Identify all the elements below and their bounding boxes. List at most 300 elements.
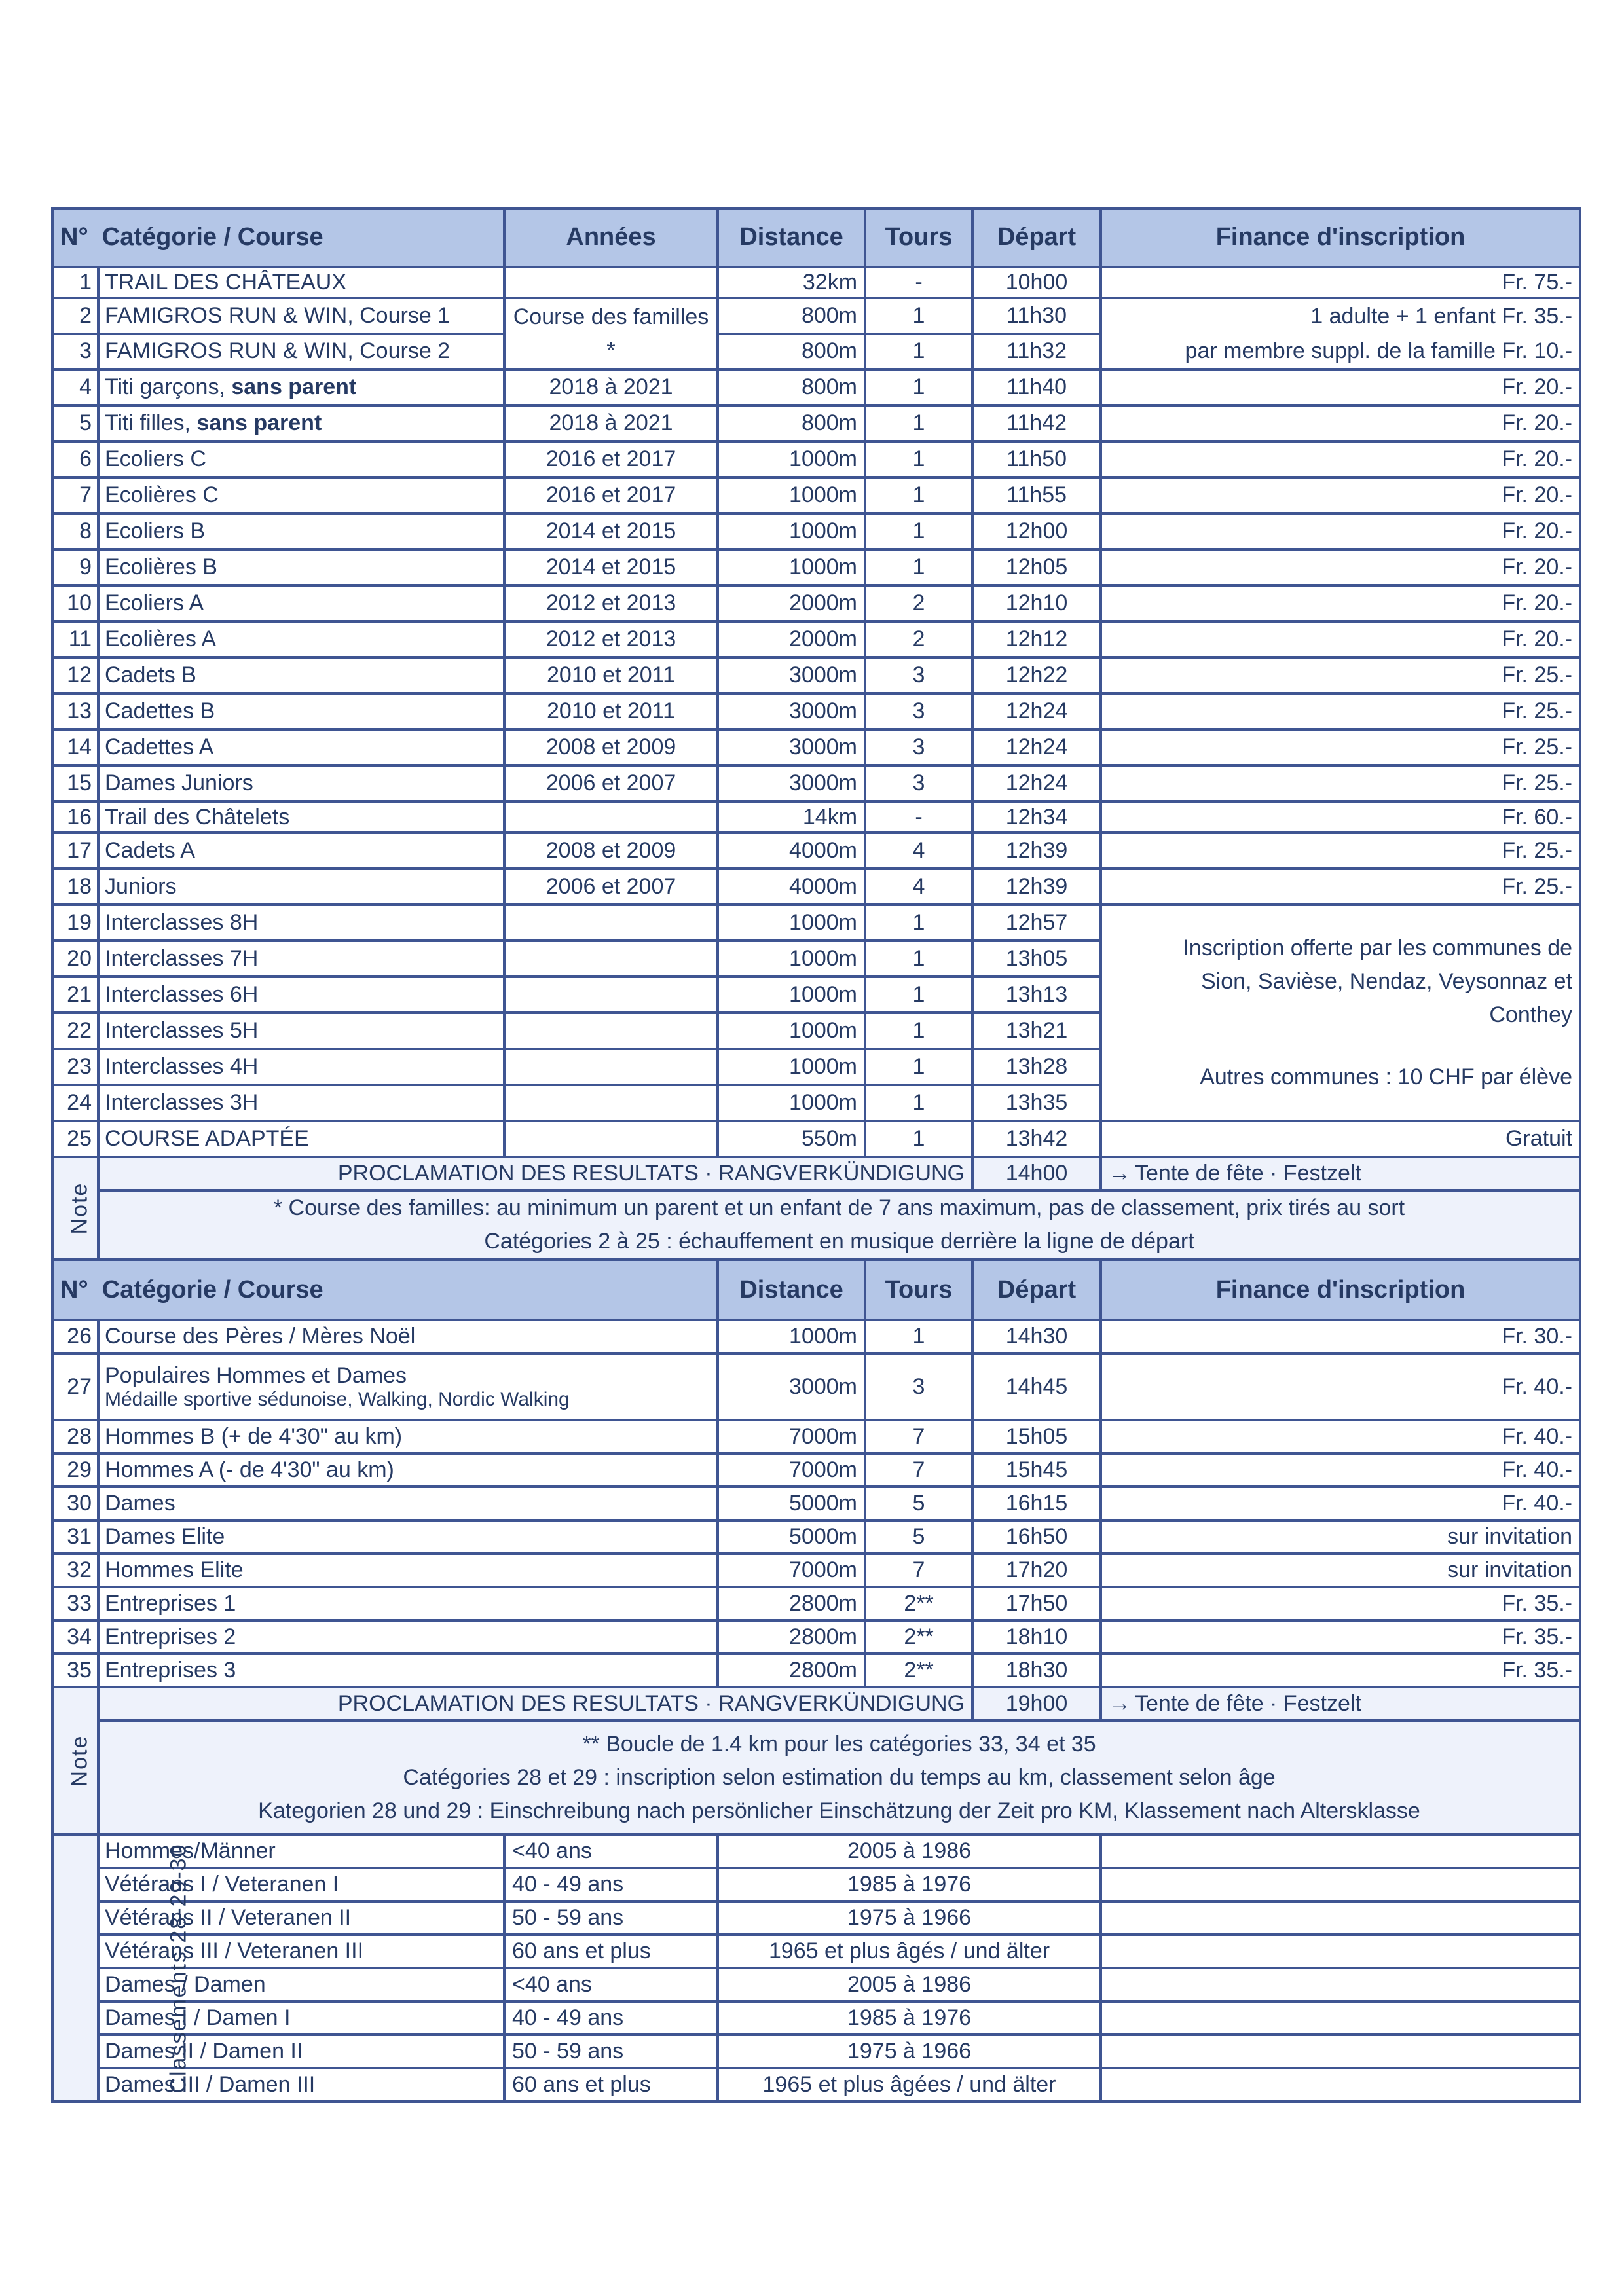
row-years: 2016 et 2017 (504, 441, 718, 477)
row-start: 12h24 (972, 693, 1101, 729)
table2-header-row (52, 1260, 1580, 1320)
category-bold-text: sans parent (231, 374, 357, 400)
row-category: FAMIGROS RUN & WIN, Course 1 (98, 298, 504, 334)
row-distance: 2800m (718, 1587, 865, 1620)
classement-empty (1101, 1968, 1580, 2001)
note1-text (98, 1190, 1580, 1260)
row-no: 15 (52, 765, 98, 801)
row-no: 16 (52, 801, 98, 833)
row-no: 17 (52, 833, 98, 869)
table-row (52, 1554, 1580, 1587)
note2-label-cell (52, 1687, 98, 1834)
row-no: 6 (52, 441, 98, 477)
row-start: 17h20 (972, 1554, 1101, 1587)
row-distance: 3000m (718, 729, 865, 765)
row-fee: Fr. 20.- (1101, 405, 1580, 441)
row-years: 2010 et 2011 (504, 657, 718, 693)
note2-location-text: Tente de fête · Festzelt (1135, 1691, 1361, 1717)
row-fee: Fr. 20.- (1101, 585, 1580, 621)
table-row (52, 1587, 1580, 1620)
row-fee: Fr. 25.- (1101, 657, 1580, 693)
table-row (52, 657, 1580, 693)
row-start: 15h05 (972, 1420, 1101, 1453)
row-laps: 3 (865, 693, 972, 729)
classement-age: <40 ans (504, 1834, 718, 1868)
classement-name: Vétérans II / Veteranen II (98, 1901, 504, 1935)
note1-label-cell (52, 1157, 98, 1260)
row-years (504, 977, 718, 1013)
row-start: 11h40 (972, 369, 1101, 405)
row-laps: 1 (865, 1121, 972, 1157)
table-row (52, 1453, 1580, 1487)
row-category: COURSE ADAPTÉE (98, 1121, 504, 1157)
row-years: 2012 et 2013 (504, 585, 718, 621)
family-fee-line2: par membre suppl. de la famille Fr. 10.- (1185, 338, 1573, 363)
row-years: 2016 et 2017 (504, 477, 718, 513)
row-distance: 3000m (718, 1353, 865, 1420)
row-fee: sur invitation (1101, 1554, 1580, 1587)
row-category: Cadets A (98, 833, 504, 869)
row-category: Dames Elite (98, 1520, 718, 1554)
row-start: 12h24 (972, 729, 1101, 765)
row-category: Cadets B (98, 657, 504, 693)
row-category: Ecoliers C (98, 441, 504, 477)
row-years: 2014 et 2015 (504, 513, 718, 549)
row-no: 18 (52, 869, 98, 905)
row-fee: Fr. 25.- (1101, 693, 1580, 729)
row-start: 12h10 (972, 585, 1101, 621)
row-laps: 1 (865, 1049, 972, 1085)
arrow-right-icon: → (1109, 1161, 1132, 1186)
row-laps: - (865, 801, 972, 833)
table-row (52, 513, 1580, 549)
classement-age: 60 ans et plus (504, 1935, 718, 1968)
classement-name: Dames / Damen (98, 1968, 504, 2001)
row-start: 15h45 (972, 1453, 1101, 1487)
row-start: 11h32 (972, 334, 1101, 370)
classement-row (52, 1968, 1580, 2001)
row-start: 18h30 (972, 1654, 1101, 1687)
table-row (52, 298, 1580, 334)
row-no: 24 (52, 1085, 98, 1121)
family-fee-cell (1101, 298, 1580, 369)
row-laps: 1 (865, 1320, 972, 1353)
row-fee: sur invitation (1101, 1520, 1580, 1554)
row-category: Entreprises 3 (98, 1654, 718, 1687)
row-years (504, 1121, 718, 1157)
note1-proclamation-row (52, 1157, 1580, 1190)
row-category: Juniors (98, 869, 504, 905)
row-no: 22 (52, 1013, 98, 1049)
row-no: 23 (52, 1049, 98, 1085)
row-no: 35 (52, 1654, 98, 1687)
row-category: Course des Pères / Mères Noël (98, 1320, 718, 1353)
note2-proclamation: PROCLAMATION DES RESULTATS · RANGVERKÜNDIGUNG (98, 1687, 972, 1721)
table-row (52, 585, 1580, 621)
classement-row (52, 1901, 1580, 1935)
row-no: 32 (52, 1554, 98, 1587)
row-distance: 2000m (718, 585, 865, 621)
row-distance: 1000m (718, 441, 865, 477)
row-distance: 3000m (718, 765, 865, 801)
classement-years: 1985 à 1976 (718, 2001, 1101, 2035)
classement-row (52, 1935, 1580, 1968)
header-no-label: N° (60, 223, 88, 251)
classement-name: Dames III / Damen III (98, 2068, 504, 2102)
row-fee: Fr. 30.- (1101, 1320, 1580, 1353)
table-row (52, 1620, 1580, 1654)
table-row (52, 369, 1580, 405)
row-years: 2008 et 2009 (504, 833, 718, 869)
row-distance: 14km (718, 801, 865, 833)
race-schedule-table (51, 207, 1581, 2103)
classement-empty (1101, 2035, 1580, 2068)
row-fee: Gratuit (1101, 1121, 1580, 1157)
table-row (52, 1320, 1580, 1353)
table-row (52, 621, 1580, 657)
row-years: 2014 et 2015 (504, 549, 718, 585)
row-years: 2018 à 2021 (504, 405, 718, 441)
row-no: 34 (52, 1620, 98, 1654)
row-distance: 2000m (718, 621, 865, 657)
row-no: 26 (52, 1320, 98, 1353)
category-bold-text: sans parent (196, 410, 322, 436)
classement-age: 40 - 49 ans (504, 2001, 718, 2035)
row-distance: 3000m (718, 693, 865, 729)
classements-label: Classements 28-29-30 (166, 1843, 191, 2094)
row-years: 2008 et 2009 (504, 729, 718, 765)
row-years: 2018 à 2021 (504, 369, 718, 405)
table-row (52, 549, 1580, 585)
row-no: 13 (52, 693, 98, 729)
row-no: 30 (52, 1487, 98, 1520)
row-start: 12h05 (972, 549, 1101, 585)
row-laps: 1 (865, 369, 972, 405)
table-row (52, 477, 1580, 513)
table-row (52, 801, 1580, 833)
row-category: Dames (98, 1487, 718, 1520)
header2-fee: Finance d'inscription (1101, 1260, 1580, 1320)
row-no: 29 (52, 1453, 98, 1487)
row-start: 11h30 (972, 298, 1101, 334)
row-years (504, 801, 718, 833)
row-laps: 1 (865, 941, 972, 977)
row-distance: 1000m (718, 549, 865, 585)
row-category: FAMIGROS RUN & WIN, Course 2 (98, 334, 504, 370)
family-fee-line1: 1 adulte + 1 enfant Fr. 35.- (1310, 304, 1573, 329)
row-laps: 7 (865, 1554, 972, 1587)
classement-name: Vétérans I / Veteranen I (98, 1868, 504, 1901)
row-distance: 1000m (718, 1013, 865, 1049)
row-distance: 4000m (718, 833, 865, 869)
header-laps: Tours (865, 208, 972, 267)
table-row (52, 765, 1580, 801)
row-start: 10h00 (972, 267, 1101, 298)
row-start: 18h10 (972, 1620, 1101, 1654)
row-laps: 1 (865, 298, 972, 334)
classement-empty (1101, 1935, 1580, 1968)
row-distance: 1000m (718, 941, 865, 977)
row-laps: 2** (865, 1620, 972, 1654)
header-start: Départ (972, 208, 1101, 267)
row-years (504, 267, 718, 298)
row-start: 11h55 (972, 477, 1101, 513)
row-start: 12h57 (972, 905, 1101, 941)
row-laps: 1 (865, 513, 972, 549)
row-distance: 7000m (718, 1453, 865, 1487)
classement-age: 50 - 59 ans (504, 1901, 718, 1935)
row-category: Trail des Châtelets (98, 801, 504, 833)
category-text: Titi garçons, (105, 374, 232, 400)
row-distance: 4000m (718, 869, 865, 905)
row-distance: 1000m (718, 1049, 865, 1085)
row-start: 13h35 (972, 1085, 1101, 1121)
row-distance: 5000m (718, 1520, 865, 1554)
row-distance: 2800m (718, 1620, 865, 1654)
note1-proclamation: PROCLAMATION DES RESULTATS · RANGVERKÜNDIGUNG (98, 1157, 972, 1190)
row-start: 13h21 (972, 1013, 1101, 1049)
table-row (52, 405, 1580, 441)
note2-label: Note (67, 1734, 92, 1787)
note1-line1: * Course des familles: au minimum un parent et un enfant de 7 ans maximum, pas de classement, prix tirés au sort (273, 1195, 1405, 1221)
row-no: 19 (52, 905, 98, 941)
row-fee: Fr. 75.- (1101, 267, 1580, 298)
row-laps: 2 (865, 621, 972, 657)
row-laps: 5 (865, 1520, 972, 1554)
note2-proclamation-row (52, 1687, 1580, 1721)
category-text: Populaires Hommes et Dames (105, 1362, 407, 1388)
row-years (504, 905, 718, 941)
row-category: Interclasses 4H (98, 1049, 504, 1085)
row-fee: Fr. 20.- (1101, 477, 1580, 513)
classement-row (52, 1834, 1580, 1868)
row-fee: Fr. 60.- (1101, 801, 1580, 833)
row-no: 12 (52, 657, 98, 693)
row-category: TRAIL DES CHÂTEAUX (98, 267, 504, 298)
row-category: Ecoliers B (98, 513, 504, 549)
row-laps: 3 (865, 1353, 972, 1420)
row-fee: Fr. 35.- (1101, 1654, 1580, 1687)
row-years (504, 1085, 718, 1121)
table-row (52, 693, 1580, 729)
table-row (52, 267, 1580, 298)
classement-row (52, 2001, 1580, 2035)
row-fee: Fr. 20.- (1101, 621, 1580, 657)
classement-years: 1975 à 1966 (718, 2035, 1101, 2068)
row-no: 33 (52, 1587, 98, 1620)
classement-name: Dames II / Damen II (98, 2035, 504, 2068)
race-schedule-document (51, 207, 1579, 2103)
classement-empty (1101, 2068, 1580, 2102)
row-no: 14 (52, 729, 98, 765)
row-no: 8 (52, 513, 98, 549)
row-no: 31 (52, 1520, 98, 1554)
row-category: Interclasses 3H (98, 1085, 504, 1121)
row-laps: 1 (865, 905, 972, 941)
arrow-right-icon: → (1109, 1691, 1132, 1717)
row-distance: 7000m (718, 1420, 865, 1453)
classement-years: 1965 et plus âgés / und älter (718, 1935, 1101, 1968)
row-laps: 3 (865, 729, 972, 765)
row-category: Interclasses 5H (98, 1013, 504, 1049)
row-no: 2 (52, 298, 98, 334)
classement-years: 1965 et plus âgées / und älter (718, 2068, 1101, 2102)
row-laps: 4 (865, 833, 972, 869)
note2-line2: Catégories 28 et 29 : inscription selon estimation du temps au km, classement selon âge (403, 1764, 1276, 1790)
row-laps: 2** (865, 1587, 972, 1620)
note1-location-text: Tente de fête · Festzelt (1135, 1161, 1361, 1186)
header-years: Années (504, 208, 718, 267)
row-category: Cadettes B (98, 693, 504, 729)
row-years: 2006 et 2007 (504, 765, 718, 801)
row-distance: 1000m (718, 477, 865, 513)
row-distance: 3000m (718, 657, 865, 693)
row-no: 27 (52, 1353, 98, 1420)
row-distance: 1000m (718, 1085, 865, 1121)
row-start: 14h30 (972, 1320, 1101, 1353)
row-fee: Fr. 35.- (1101, 1620, 1580, 1654)
row-category: Ecolières B (98, 549, 504, 585)
header2-start: Départ (972, 1260, 1101, 1320)
header2-category (52, 1260, 718, 1320)
row-fee: Fr. 25.- (1101, 833, 1580, 869)
row-start: 16h50 (972, 1520, 1101, 1554)
row-laps: 3 (865, 765, 972, 801)
row-no: 1 (52, 267, 98, 298)
row-distance: 32km (718, 267, 865, 298)
row-laps: - (865, 267, 972, 298)
row-fee: Fr. 20.- (1101, 369, 1580, 405)
row-fee: Fr. 20.- (1101, 441, 1580, 477)
row-category: Dames Juniors (98, 765, 504, 801)
row-distance: 1000m (718, 1320, 865, 1353)
row-no: 21 (52, 977, 98, 1013)
table1-header-row (52, 208, 1580, 267)
note1-text-row (52, 1190, 1580, 1260)
table-row (52, 905, 1580, 941)
row-fee: Fr. 25.- (1101, 765, 1580, 801)
row-distance: 7000m (718, 1554, 865, 1587)
row-category: Hommes A (- de 4'30" au km) (98, 1453, 718, 1487)
row-distance: 800m (718, 369, 865, 405)
row-start: 12h00 (972, 513, 1101, 549)
table-row (52, 441, 1580, 477)
row-category: Ecolières A (98, 621, 504, 657)
row-laps: 1 (865, 405, 972, 441)
row-laps: 7 (865, 1453, 972, 1487)
row-years (504, 941, 718, 977)
row-fee: Fr. 25.- (1101, 729, 1580, 765)
table-row (52, 729, 1580, 765)
row-distance: 800m (718, 405, 865, 441)
row-start: 12h39 (972, 869, 1101, 905)
header-category (52, 208, 504, 267)
row-no: 25 (52, 1121, 98, 1157)
table-row (52, 869, 1580, 905)
note2-line1: ** Boucle de 1.4 km pour les catégories 33, 34 et 35 (582, 1731, 1096, 1757)
row-start: 17h50 (972, 1587, 1101, 1620)
row-laps: 3 (865, 657, 972, 693)
classement-empty (1101, 2001, 1580, 2035)
table-row (52, 1654, 1580, 1687)
interclass-fee-line1: Inscription offerte par les communes de Sion, Savièse, Nendaz, Veysonnaz et Conthey (1183, 936, 1573, 1028)
row-start: 12h34 (972, 801, 1101, 833)
row-distance: 1000m (718, 905, 865, 941)
row-laps: 4 (865, 869, 972, 905)
note1-line2: Catégories 2 à 25 : échauffement en musique derrière la ligne de départ (484, 1229, 1194, 1254)
row-laps: 2 (865, 585, 972, 621)
row-category: Entreprises 2 (98, 1620, 718, 1654)
row-no: 28 (52, 1420, 98, 1453)
row-fee: Fr. 25.- (1101, 869, 1580, 905)
classement-years: 1975 à 1966 (718, 1901, 1101, 1935)
classement-years: 2005 à 1986 (718, 1834, 1101, 1868)
row-distance: 1000m (718, 977, 865, 1013)
header2-distance: Distance (718, 1260, 865, 1320)
row-category: Hommes Elite (98, 1554, 718, 1587)
row-start: 13h28 (972, 1049, 1101, 1085)
note2-line3: Kategorien 28 und 29 : Einschreibung nach persönlicher Einschätzung der Zeit pro KM, Klassement nach Altersklasse (258, 1798, 1420, 1823)
classement-row (52, 1868, 1580, 1901)
row-start: 13h05 (972, 941, 1101, 977)
classement-years: 2005 à 1986 (718, 1968, 1101, 2001)
row-laps: 1 (865, 977, 972, 1013)
classement-empty (1101, 1868, 1580, 1901)
row-no: 20 (52, 941, 98, 977)
classement-empty (1101, 1834, 1580, 1868)
interclass-fee-cell (1101, 905, 1580, 1121)
row-category: Cadettes A (98, 729, 504, 765)
table-row (52, 1487, 1580, 1520)
row-no: 10 (52, 585, 98, 621)
note1-location (1101, 1157, 1580, 1190)
row-no: 5 (52, 405, 98, 441)
table-row (52, 1420, 1580, 1453)
row-years: 2010 et 2011 (504, 693, 718, 729)
row-no: 9 (52, 549, 98, 585)
row-laps: 1 (865, 334, 972, 370)
header-category-label: Catégorie / Course (101, 223, 323, 251)
row-laps: 1 (865, 477, 972, 513)
row-start: 12h22 (972, 657, 1101, 693)
table-row (52, 1520, 1580, 1554)
row-laps: 2** (865, 1654, 972, 1687)
row-start: 12h24 (972, 765, 1101, 801)
row-category (98, 405, 504, 441)
table-row (52, 1353, 1580, 1420)
classement-row (52, 2035, 1580, 2068)
row-no: 4 (52, 369, 98, 405)
classement-name: Dames I / Damen I (98, 2001, 504, 2035)
classement-age: 40 - 49 ans (504, 1868, 718, 1901)
classement-years: 1985 à 1976 (718, 1868, 1101, 1901)
row-years (504, 1013, 718, 1049)
row-start: 13h42 (972, 1121, 1101, 1157)
note1-proclamation-time: 14h00 (972, 1157, 1101, 1190)
row-no: 11 (52, 621, 98, 657)
row-fee: Fr. 40.- (1101, 1487, 1580, 1520)
row-distance: 1000m (718, 513, 865, 549)
row-no: 3 (52, 334, 98, 370)
classement-name: Vétérans III / Veteranen III (98, 1935, 504, 1968)
row-laps: 1 (865, 549, 972, 585)
row-start: 12h12 (972, 621, 1101, 657)
note1-label: Note (67, 1182, 92, 1235)
classement-age: <40 ans (504, 1968, 718, 2001)
row-distance: 800m (718, 334, 865, 370)
row-fee: Fr. 40.- (1101, 1420, 1580, 1453)
row-start: 11h42 (972, 405, 1101, 441)
